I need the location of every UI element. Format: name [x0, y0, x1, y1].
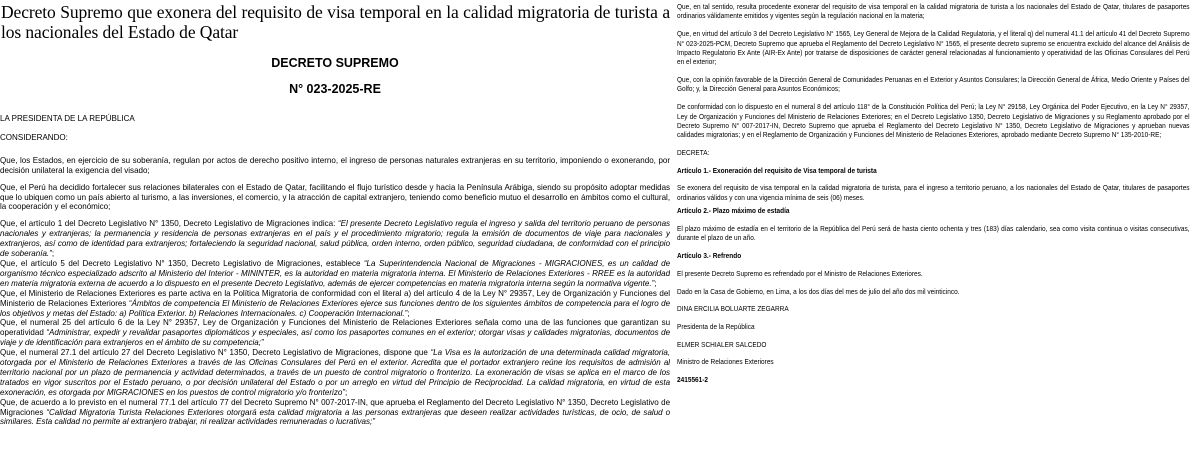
paragraph-7: [0, 348, 670, 398]
paragraph-7-intro: Que, el numeral 27.1 del artículo 27 del Decreto Legislativo N° 1350, Decreto Legislativo de Migraciones, dispone que: [0, 347, 431, 358]
right-column: [677, 0, 1190, 465]
article-3-title: Artículo 3.- Refrendo: [677, 251, 742, 261]
paragraph-5-quote: “Ámbitos de competencia El Ministerio de Relaciones Exteriores ejerce sus funciones dentro de los siguientes ámbitos de competencia para el logro de los objetivos y metas del Estado: a) Política Exterior. b) Relaciones Internacionales. c) Cooperación Internacional.”: [0, 297, 670, 318]
paragraph-r2: Que, en virtud del artículo 3 del Decreto Legislativo N° 1565, Ley General de Mejora de la Calidad Regulatoria, y el literal q) del numeral 41.1 del artículo 41 del Decreto Supremo N° 023-2025-PCM, Decreto Supremo que aprueba el Reglamento del Decreto Legislativo N° 1565, el presente decreto supremo se encuentra excluido del alcance del Análisis de Impacto Regulatorio Ex Ante (AIR-Ex Ante) por tratarse de disposiciones de carácter general relacionadas al funcionamiento y operatividad de las Oficinas Consulares del Perú en el exterior;: [677, 29, 1190, 67]
paragraph-4-quote: “La Superintendencia Nacional de Migraciones - MIGRACIONES, es un calidad de organismo técnico especializado adscrito al Ministerio del Interior - MININTER, es la autoridad en materia migratoria interna. El Ministerio de Relaciones Exteriores - RREE es la autoridad en materia migratoria externa de acuerdo a lo dispuesto en el presente Decreto Legislativo, además de ejercer competencias en materia migratoria interna según la normativa vigente.”: [0, 257, 670, 288]
article-2-title: Artículo 2.- Plazo máximo de estadía: [677, 206, 790, 216]
paragraph-6-quote: “Administrar, expedir y revalidar pasaportes diplomáticos y especiales, así como los pasaportes comunes en el exterior; otorgar visas y calidades migratorias, documentos de viaje y de identificación para extranjeros en el ámbito de su competencia;”: [0, 327, 670, 348]
paragraph-4-end: ;: [654, 277, 657, 288]
signatory-2-name: ELMER SCHIALER SALCEDO: [677, 339, 767, 349]
paragraph-8-quote: “Calidad Migratoria Turista Relaciones Exteriores otorgará esta calidad migratoria a las personas extranjeras que deseen realizar actividades turísticas, de ocio, de salud o similares. Esta calidad no permite al extranjero trabajar, ni realizar actividades remuneradas o lucrativas;”: [0, 406, 670, 427]
decreta-label: DECRETA:: [677, 148, 710, 158]
signatory-1-name: DINA ERCILIA BOLUARTE ZEGARRA: [677, 304, 789, 314]
paragraph-2: Que, el Perú ha decidido fortalecer sus relaciones bilaterales con el Estado de Qatar, facilitando el flujo turístico desde y hacia la Península Arábiga, siendo su propósito adoptar medidas que lo ubiquen como un país abierto al turismo, a las inversiones, el comercio, y la atracción de capital extranjero, teniendo como beneficio mutuo el desarrollo en ámbitos como el cultural, la cooperación y el económico;: [0, 181, 670, 212]
paragraph-8-intro: Que, de acuerdo a lo previsto en el numeral 77.1 del artículo 77 del Decreto Supremo N° 007-2017-IN, que aprueba el Reglamento del Decreto Legislativo N° 1350, Decreto Legislativo de Migraciones: [0, 396, 670, 417]
article-1-text: Se exonera del requisito de visa temporal en la calidad migratoria de turista, para el ingreso a territorio peruano, a los nacionales del Estado de Qatar, titulares de pasaportes ordinarios válidos y con una vigencia mínima de seis (06) meses.: [677, 183, 1190, 202]
paragraph-6: [0, 318, 670, 348]
right-body: [677, 2, 1190, 384]
paragraph-r4: De conformidad con lo dispuesto en el numeral 8 del artículo 118° de la Constitución Política del Perú; la Ley N° 29158, Ley Orgánica del Poder Ejecutivo, en la Ley N° 29357, Ley de Organización y Funciones del Ministerio de Relaciones Exteriores; en el Decreto Legislativo 1350, Decreto Legislativo de Migraciones y su Reglamento aprobado por el Decreto Supremo N° 007-2017-IN, Decreto Supremo que aprueba el Reglamento del Decreto Legislativo N° 1350, Decreto Legislativo de Migraciones y aprueban nuevas calidades migratorias; y en el Reglamento de Organización y Funciones del Ministerio de Relaciones Exteriores, aprobado mediante Decreto Supremo N° 135-2010-RE;: [677, 102, 1190, 140]
paragraph-6-intro: Que, el numeral 25 del artículo 6 de la Ley N° 29357, Ley de Organización y Funciones del Ministerio de Relaciones Exteriores señala como una de las funciones que garantizan su operatividad: [0, 317, 670, 338]
paragraph-r1: Que, en tal sentido, resulta procedente exonerar del requisito de visa temporal en la calidad migratoria de turista a los nacionales del Estado de Qatar, titulares de pasaportes ordinarios válidamente emitidos y vigentes según la regulación nacional en la materia;: [677, 2, 1190, 21]
paragraph-7-quote: “La Visa es la autorización de una determinada calidad migratoria, otorgada por el Ministerio de Relaciones Exteriores a través de las Oficinas Consulares del Perú en el exterior. Acredita que el portador extranjero reúne los requisitos de admisión al territorio nacional por un plazo de permanencia y actividad determinados, a través de un puesto de control migratorio o fronterizo. La exoneración de visas se aplica en el marco de los tratados en vigor suscritos por el Estado peruano, o por decisión unilateral del Estado o por un arreglo en virtud del Principio de Reciprocidad. La calidad migratoria, en virtud de esta exoneración, es otorgada por MIGRACIONES en los puestos de control migratorio y/o fronterizo”: [0, 347, 670, 397]
decree-number: N° 023-2025-RE: [289, 82, 381, 96]
article-2-text: El plazo máximo de estadía en el territorio de la República del Perú será de hasta ciento ochenta y tres (183) días calendario, sea como visita continua o visitas consecutivas, durante el plazo de un año.: [677, 223, 1190, 243]
signatory-1-role: Presidenta de la República: [677, 321, 755, 331]
paragraph-3-quote: “El presente Decreto Legislativo regula el ingreso y salida del territorio peruano de personas nacionales y extranjeras; la permanencia y residencia de personas extranjeras en el país y el procedimiento migratorio; regula la emisión de documentos de viaje para nacionales y extranjeros, así como de identidad para extranjeros; fortaleciendo la seguridad nacional, salud pública, orden interno, orden público, seguridad ciudadana, de conformidad con el principio de soberanía.”: [0, 218, 670, 259]
paragraph-4-intro: Que, el artículo 5 del Decreto Legislativo N° 1350, Decreto Legislativo de Migraciones, establece: [0, 257, 364, 268]
decree-heading: DECRETO SUPREMO: [271, 56, 399, 70]
article-3-text: El presente Decreto Supremo es refrendado por el Ministro de Relaciones Exteriores.: [677, 268, 923, 278]
paragraph-r3: Que, con la opinión favorable de la Dirección General de Comunidades Peruanas en el Exterior y Asuntos Consulares; la Dirección General de África, Medio Oriente y Países del Golfo; y, la Dirección General para Asuntos Económicos;: [677, 75, 1190, 94]
publication-code: 2415561-2: [677, 375, 709, 385]
considering-label: CONSIDERANDO:: [0, 131, 68, 142]
article-1-title: Artículo 1.- Exoneración del requisito de Visa temporal de turista: [677, 165, 877, 175]
paragraph-3-intro: Que, el artículo 1 del Decreto Legislativo N° 1350, Decreto Legislativo de Migraciones indica:: [0, 218, 338, 229]
paragraph-4: [0, 259, 670, 289]
document-title: Decreto Supremo que exonera del requisito de visa temporal en la calidad migratoria de turista a los nacionales del Estado de Qatar: [1, 2, 670, 42]
paragraph-5-end: ;: [407, 307, 410, 318]
paragraph-1: Que, los Estados, en ejercicio de su soberanía, regulan por actos de derecho positivo interno, el ingreso de personas naturales extranjeras en su territorio, imponiendo o exonerando, por decisión unilateral la exigencia del visado;: [0, 154, 670, 175]
given-line: Dado en la Casa de Gobierno, en Lima, a los dos días del mes de julio del año dos mil veinticinco.: [677, 286, 960, 296]
left-body: [0, 114, 670, 427]
authority: LA PRESIDENTA DE LA REPÚBLICA: [0, 113, 135, 123]
paragraph-3-end: ;: [51, 248, 55, 259]
signatory-2-role: Ministro de Relaciones Exteriores: [677, 357, 774, 367]
paragraph-5: [0, 289, 670, 319]
paragraph-7-end: ;: [345, 386, 348, 397]
paragraph-3: [0, 219, 670, 259]
paragraph-5-intro: Que, el Ministerio de Relaciones Exteriores es parte activa en la Política Migratoria de conformidad con el literal a) del artículo 4 de la Ley N° 29357, Ley de Organización y Funciones del Ministerio de Relaciones Exteriores: [0, 287, 670, 308]
paragraph-8: [0, 398, 670, 428]
